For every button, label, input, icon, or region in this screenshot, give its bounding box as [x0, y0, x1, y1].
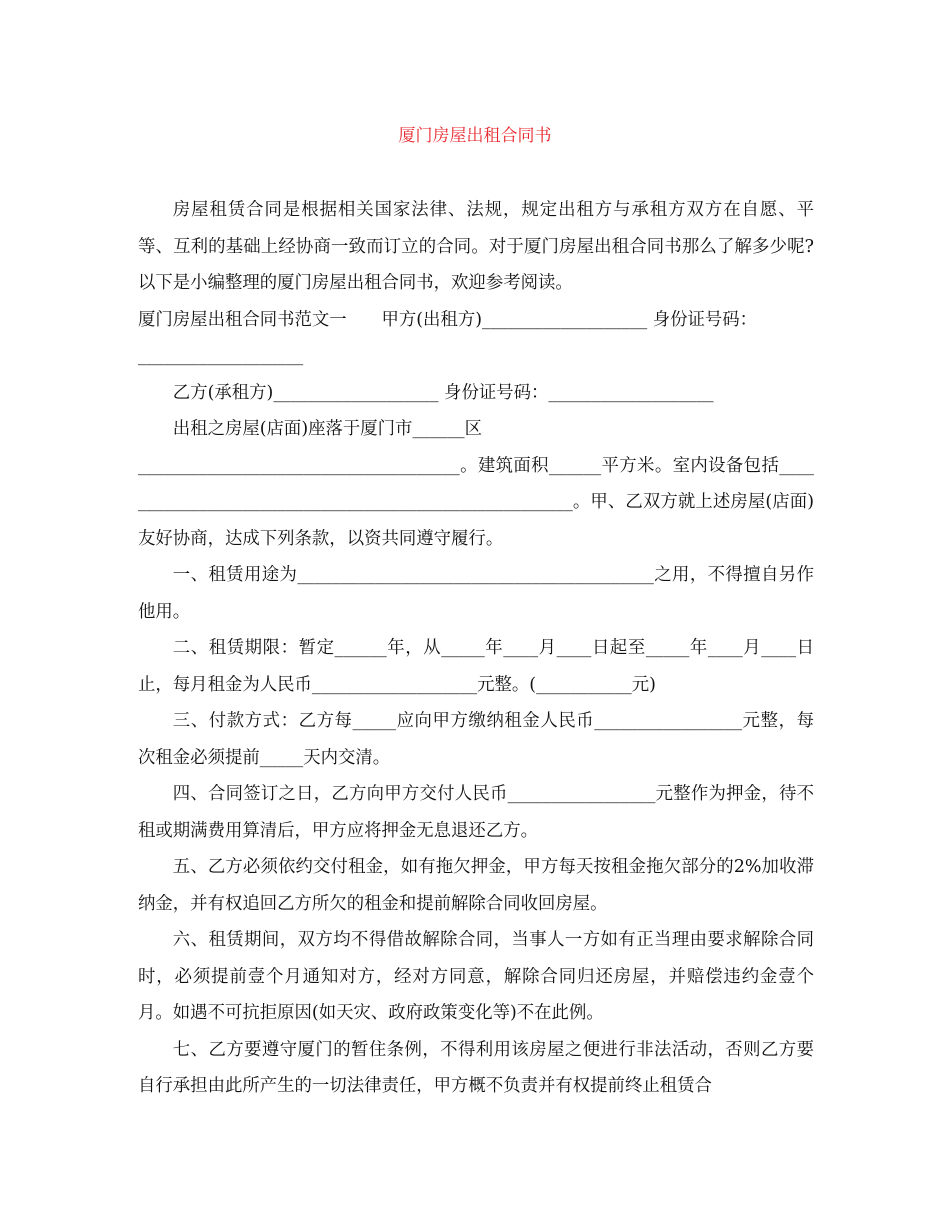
sample-heading-line: 厦门房屋出租合同书范文一 甲方(出租方)___________________ 身份证号码：: [138, 309, 758, 330]
clause-1-paragraph: 一、租赁用途为_________________________________________之用，不得擅自另作他用。: [138, 565, 814, 622]
clause-2-paragraph: 二、租赁期限：暂定______年，从_____年____月____日起至_____年____月____日止，每月租金为人民币___________________元整。(___________元): [138, 638, 814, 695]
property-details-paragraph: _____________________________________。建筑面积______平方米。室内设备包括______________________________________________________。甲、乙双方就上述房屋(店面)友好协商，达成下列条款，以资共同遵守履行。: [138, 455, 814, 549]
intro-paragraph: 房屋租赁合同是根据相关国家法律、法规，规定出租方与承租方双方在自愿、平等、互利的基础上经协商一致而订立的合同。对于厦门房屋出租合同书那么了解多少呢?以下是小编整理的厦门房屋出租合同书，欢迎参考阅读。: [138, 200, 814, 293]
clause-7-paragraph: 七、乙方要遵守厦门的暂住条例，不得利用该房屋之便进行非法活动，否则乙方要自行承担由此所产生的一切法律责任，甲方概不负责并有权提前终止租赁合: [138, 1039, 814, 1096]
clause-5-paragraph: 五、乙方必须依约交付租金，如有拖欠押金，甲方每天按租金拖欠部分的2%加收滞纳金，并有权追回乙方所欠的租金和提前解除合同收回房屋。: [138, 857, 814, 914]
party-b-paragraph: 乙方(承租方)___________________ 身份证号码：___________________: [172, 382, 714, 403]
clause-6-paragraph: 六、租赁期间，双方均不得借故解除合同，当事人一方如有正当理由要求解除合同时，必须提前壹个月通知对方，经对方同意，解除合同归还房屋，并赔偿违约金壹个月。如遇不可抗拒原因(如天灾、政府政策变化等)不在此例。: [138, 930, 814, 1023]
party-a-id-blank: ___________________: [138, 346, 304, 366]
clause-4-paragraph: 四、合同签订之日，乙方向甲方交付人民币_________________元整作为押金，待不租或期满费用算清后，甲方应将押金无息退还乙方。: [138, 784, 814, 841]
clause-3-paragraph: 三、付款方式：乙方每_____应向甲方缴纳租金人民币_________________元整，每次租金必须提前_____天内交清。: [138, 711, 814, 768]
document-body: [138, 192, 814, 1105]
property-location-paragraph: 出租之房屋(店面)座落于厦门市______区: [172, 419, 483, 439]
document-title: 厦门房屋出租合同书: [398, 126, 552, 146]
